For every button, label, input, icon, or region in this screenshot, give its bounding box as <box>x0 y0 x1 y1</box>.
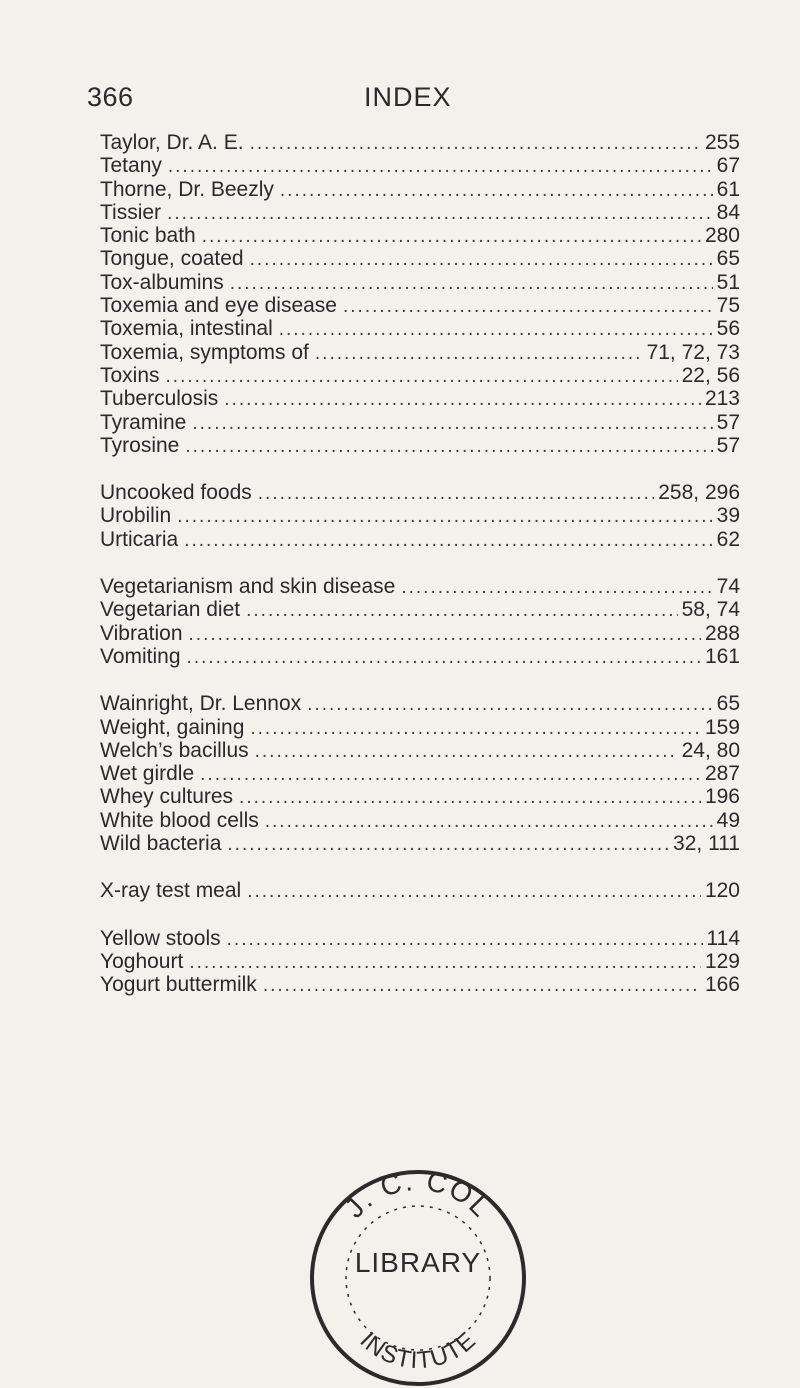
dot-leader <box>265 810 713 832</box>
dot-leader <box>185 435 712 457</box>
index-entry-term: Yellow stools <box>100 926 221 950</box>
index-entry <box>100 622 740 645</box>
index-entry-pages: 71, 72, 73 <box>646 340 740 364</box>
index-entry-pages: 161 <box>704 644 740 668</box>
index-entry-term: Yoghourt <box>100 949 184 973</box>
index-entry <box>100 247 740 270</box>
index-group <box>100 879 740 902</box>
index-entry-pages: 74 <box>716 575 740 599</box>
index-entry-term: Wet girdle <box>100 762 195 786</box>
index-entry-term: Urobilin <box>100 504 172 528</box>
index-entry-term: White blood cells <box>100 808 259 832</box>
page-number: 366 <box>87 82 134 112</box>
dot-leader <box>343 295 713 317</box>
index-entry-term: Vegetarian diet <box>100 598 241 622</box>
index-entry-term: X-ray test meal <box>100 879 242 903</box>
index-entry-term: Tyramine <box>100 410 187 434</box>
dot-leader <box>246 599 678 621</box>
index-entry <box>100 434 740 457</box>
index-entry-term: Wainright, Dr. Lennox <box>100 692 302 716</box>
index-entry-term: Toxins <box>100 363 160 387</box>
index-entry <box>100 973 740 996</box>
index-entry <box>100 201 740 224</box>
index-entry-pages: 287 <box>704 762 740 786</box>
index-entry <box>100 154 740 177</box>
index-entry <box>100 809 740 832</box>
index-entry-pages: 65 <box>716 247 740 271</box>
dot-leader <box>187 646 701 668</box>
index-list <box>100 131 740 1021</box>
index-entry <box>100 645 740 668</box>
dot-leader <box>189 623 701 645</box>
index-entry-term: Uncooked foods <box>100 481 252 505</box>
index-entry-term: Weight, gaining <box>100 715 245 739</box>
index-entry-pages: 67 <box>716 154 740 178</box>
dot-leader <box>224 388 701 410</box>
index-entry-term: Vomiting <box>100 644 181 668</box>
index-entry <box>100 950 740 973</box>
index-entry-term: Welch’s bacillus <box>100 738 249 762</box>
index-entry-pages: 65 <box>716 692 740 716</box>
index-entry-term: Whey cultures <box>100 785 234 809</box>
index-entry-pages: 213 <box>704 387 740 411</box>
index-entry-pages: 129 <box>704 949 740 973</box>
index-entry-term: Tyrosine <box>100 433 180 457</box>
index-entry <box>100 692 740 715</box>
index-entry <box>100 739 740 762</box>
index-entry <box>100 716 740 739</box>
index-entry-term: Wild bacteria <box>100 832 222 856</box>
index-entry-pages: 51 <box>716 270 740 294</box>
dot-leader <box>167 202 713 224</box>
dot-leader <box>166 365 678 387</box>
dot-leader <box>255 740 678 762</box>
index-entry <box>100 575 740 598</box>
index-entry-pages: 32, 111 <box>673 832 740 856</box>
index-entry-term: Tissier <box>100 200 162 224</box>
index-group <box>100 481 740 551</box>
index-entry-pages: 56 <box>716 317 740 341</box>
dot-leader <box>192 412 712 434</box>
index-entry-term: Urticaria <box>100 527 179 551</box>
index-entry <box>100 481 740 504</box>
index-entry-term: Thorne, Dr. Beezly <box>100 177 274 201</box>
index-entry <box>100 178 740 201</box>
dot-leader <box>184 529 712 551</box>
index-entry-pages: 58, 74 <box>681 598 740 622</box>
index-entry-term: Toxemia, intestinal <box>100 317 273 341</box>
index-entry-term: Toxemia, symptoms of <box>100 340 309 364</box>
index-entry-pages: 84 <box>716 200 740 224</box>
dot-leader <box>200 763 701 785</box>
index-entry <box>100 598 740 621</box>
page-heading: INDEX <box>364 82 452 112</box>
index-entry-term: Yogurt buttermilk <box>100 973 257 997</box>
index-entry <box>100 785 740 808</box>
dot-leader <box>307 693 712 715</box>
index-entry-pages: 166 <box>704 973 740 997</box>
index-entry-term: Tuberculosis <box>100 387 219 411</box>
index-entry-term: Tongue, coated <box>100 247 244 271</box>
dot-leader <box>279 318 713 340</box>
index-entry <box>100 364 740 387</box>
index-group <box>100 692 740 855</box>
index-entry <box>100 504 740 527</box>
dot-leader <box>258 482 654 504</box>
index-entry <box>100 762 740 785</box>
index-group <box>100 927 740 997</box>
index-entry-term: Vibration <box>100 621 183 645</box>
index-entry-pages: 288 <box>704 621 740 645</box>
index-entry-pages: 114 <box>706 926 740 950</box>
index-entry-term: Tox-albumins <box>100 270 224 294</box>
index-entry-term: Taylor, Dr. A. E. <box>100 131 244 154</box>
index-entry <box>100 317 740 340</box>
index-entry-pages: 57 <box>716 433 740 457</box>
index-entry-pages: 280 <box>704 224 740 248</box>
index-entry <box>100 341 740 364</box>
dot-leader <box>401 576 712 598</box>
index-entry <box>100 294 740 317</box>
dot-leader <box>250 132 701 154</box>
index-entry-term: Tetany <box>100 154 162 178</box>
stamp-top-text: J. C. COL <box>338 1164 498 1224</box>
dot-leader <box>247 880 701 902</box>
index-entry-pages: 39 <box>716 504 740 528</box>
index-entry-pages: 196 <box>704 785 740 809</box>
index-entry-term: Tonic bath <box>100 224 196 248</box>
index-entry-pages: 49 <box>716 808 740 832</box>
index-entry <box>100 411 740 434</box>
dot-leader <box>315 342 643 364</box>
stamp-center-text: LIBRARY <box>354 1247 482 1278</box>
dot-leader <box>263 974 701 996</box>
index-group <box>100 131 740 457</box>
index-entry-pages: 258, 296 <box>658 481 740 505</box>
index-entry <box>100 528 740 551</box>
dot-leader <box>227 833 669 855</box>
index-entry-pages: 255 <box>704 131 740 154</box>
index-entry-pages: 22, 56 <box>681 363 740 387</box>
dot-leader <box>168 155 713 177</box>
stamp-bottom-text: INSTITUTE <box>354 1326 482 1375</box>
dot-leader <box>202 225 701 247</box>
index-entry-pages: 75 <box>716 294 740 318</box>
index-entry-term: Toxemia and eye disease <box>100 294 337 318</box>
dot-leader <box>239 786 701 808</box>
dot-leader <box>250 248 713 270</box>
index-entry <box>100 271 740 294</box>
index-entry <box>100 927 740 950</box>
index-group <box>100 575 740 668</box>
dot-leader <box>177 505 712 527</box>
index-entry <box>100 131 740 154</box>
index-entry-pages: 159 <box>704 715 740 739</box>
index-entry-pages: 120 <box>704 879 740 903</box>
index-entry <box>100 832 740 855</box>
index-entry-term: Vegetarianism and skin disease <box>100 575 396 599</box>
index-entry-pages: 61 <box>716 177 740 201</box>
index-entry <box>100 387 740 410</box>
dot-leader <box>227 928 703 950</box>
dot-leader <box>280 179 713 201</box>
dot-leader <box>230 272 713 294</box>
index-entry <box>100 879 740 902</box>
dot-leader <box>250 717 701 739</box>
index-entry-pages: 24, 80 <box>681 738 740 762</box>
dot-leader <box>189 951 701 973</box>
index-entry-pages: 57 <box>716 410 740 434</box>
library-stamp <box>298 1148 538 1388</box>
index-entry-pages: 62 <box>716 527 740 551</box>
index-entry <box>100 224 740 247</box>
